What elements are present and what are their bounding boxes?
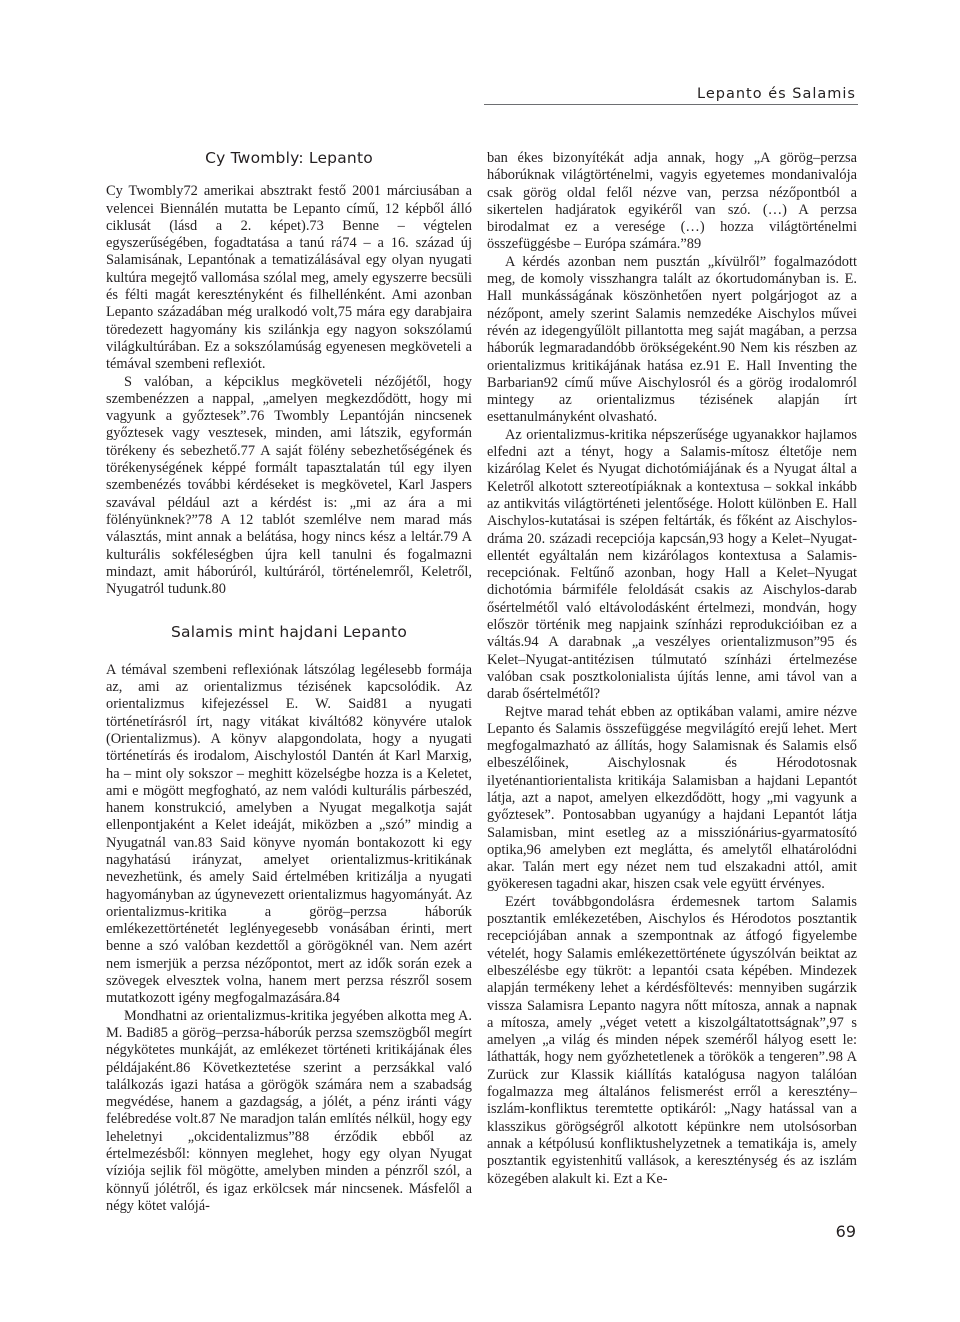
- section-title-salamis: Salamis mint hajdani Lepanto: [170, 623, 408, 642]
- paragraph: Mondhatni az orientalizmus-kritika jegyében alkotta meg A. M. Badi85 a görög–perzsa-háborúk perzsa szemszögből megírt négykötetes munkáját, az emlékezet történeti kritikájának éles példájaként.86 Következtetése szerint a perzsákkal való találkozás igazi hatása a görögök számára nem a szabadság megvédése, hanem a gazdagság, a jólét, a pénz iránti vágy felébredése volt.87 Ne maradjon talán említés nélkül, hogy egy leheletnyi „okcidentalizmus”88 érződik ebből az értelmezésből: könnyen meglehet, hogy egy olyan Nyugat víziója sejlik föl mögötte, amelyben minden a pénzről szól, a könnyű jólétről, és igaz erkölcsek már nincsenek. Másfelől a négy kötet valójá-: [106, 1007, 472, 1214]
- paragraph: Az orientalizmus-kritika népszerűsége ugyanakkor hajlamos elfedni azt a tényt, hogy a Salamis-mítosz éltetője nem kizárólag Kelet és Nyugat dichotómiájának és a Nyugat által a Keletről alkotott sztereotípiáknak a kontextusa – sokkal inkább az antikvitás világtörténeti jelentősége. Holott különben E. Hall Aischylos-kutatásai is szépen feltárták, és főként az Aischylos-dráma 20. századi recepciója kapcsán,93 hogy a Kelet–Nyugat-ellentét egyáltalán nem kizárólagos kontextusa a Salamis-recepciónak. Feltűnő azonban, hogy Hall a Kelet–Nyugat dichotómia bármiféle feloldását csakis az Aischylos-darab ősértelmétől való eltávolodásként értelmezi, mondván, hogy először történik meg napjaink színházi reprodukcióiban ez a váltás.94 A darabnak „a veszélyes orientalizmuson”95 és Kelet–Nyugat-antitézisen túlmutató színházi értelmezése valóban csak posztkolonialista újítás lenne, ami távol van a darab ősértelmétől?: [487, 426, 857, 703]
- right-column: [487, 150, 857, 1188]
- paragraph: S valóban, a képciklus megköveteli nézőjétől, hogy szembenézzen a nappal, „amelyen megkezdődött, hogy mi vagyunk a győztesek”.76 Twombly Lepantóján nincsenek győztesek vagy vesztesek, minden, ami látszik, egyformán törékeny és sebezhető.77 A saját fölény sebezhetőségének és törékenységének képpé formált tapasztalatán túl egy ilyen szembenézés további kérdéseket is megkövetel, Karl Jaspers szavával például azt a kérdést is: „mi az ára a mi fölényünknek?”78 A 12 tablót szemlélve nem marad más választás, mint annak a belátása, hogy nincs kész a leltár.79 A kulturális sokféleségben újra kell tanulni és fogalmazni mindazt, amit háborúról, kultúráról, történelemről, Keletről, Nyugatról tudunk.80: [106, 373, 472, 598]
- running-title: Lepanto és Salamis: [697, 86, 856, 102]
- paragraph: A témával szembeni reflexiónak látszólag legélesebb formája az, ami az orientalizmus tézisének kapcsolódik. Az orientalizmus kifejezéssel E. W. Said81 a nyugati történetírásról írt, nagy vitákat kiváltó82 könyvére utalok (Orientalizmus). A könyv alapgondolata, hogy a nyugati történetírás és irodalom, Aischylostól Dantén át Karl Marxig, ha – mint oly sokszor – meghitt közelségbe hozza is a Keletet, ami e mögött megfogható, az nem valódi kulturális párbeszéd, hanem konstrukció, amelyben a Nyugat megalkotja saját ellenpontjaként a Kelet ideáját, miközben a „szó” mindig a Nyugatnál van.83 Said könyve nyomán bontakozott ki egy nagyhatású irányzat, amelyet orientalizmus-kritikának nevezhetünk, és amely Said értelmében kritizálja a nyugati hagyományban az úgynevezett orientalizmus hagyományát. Az orientalizmus-kritika a görög–perzsa háborúk emlékezettörténetét leglényegesebb vonásában érinti, mert benne a szó valóban kezdettől a görögöknél van. Nem azért nem ismerjük a perzsa nézőpontot, mert az idők során ezek a szövegek elvesztek volna, hanem mert perzsa részről sosem mutatkozott igény megfogalmazására.84: [106, 661, 472, 1007]
- paragraph: Cy Twombly72 amerikai absztrakt festő 2001 márciusában a velencei Biennálén mutatta be Lepanto című, 12 képből álló ciklusát (lásd a 2. képet).73 Benne – végtelen egyszerűségében, fogadtatása a tanú rá74 – a 16. század új Salamisának, Lepantónak a tematizálásával egy olyan nyugati kultúra megejtő vallomása szólal meg, amely egyszerre becsüli és félti magát keresztényként és filhellénként. Ami azonban Lepanto századában még uralkodó volt,75 mára egy darabjaira töredezett hagyomány kis szilánkja egy nagyon sokszólamú világkultúrában. Ez a sokszólamúság egyenesen megköveteli a témával szembeni reflexiót.: [106, 183, 472, 373]
- paragraph: ban ékes bizonyítékát adja annak, hogy „A görög–perzsa háborúknak világtörténelmi, vagyis egyetemes mondanivalója csak görög oldal felől nézve van, perzsa nézőpontból a sikertelen hadjáratok egyikéről van szó. (…) A perzsa birodalmat ez a veresége (…) hozza világtörténelmi összefüggésbe – Európa számára.”89: [487, 150, 857, 253]
- left-column: [106, 150, 472, 1215]
- section-title-cy-twombly: Cy Twombly: Lepanto: [205, 149, 373, 167]
- paragraph: Rejtve marad tehát ebben az optikában valami, amire nézve Lepanto és Salamis összefüggése megvilágító erejű lehet. Mert megfogalmazható az állítás, hogy Salamisnak és Salamis első elbeszélőinek, Aischylosnak és Hérodotosnak ilyeténantiorientalista kritikája Salamisban a hajdani Lepantót látja, azt a napot, amelyen elkezdődött, hogy „mi vagyunk a győztesek”. Pontosabban ugyanúgy a hajdani Lepantót látja Salamisban, mint esetleg az a missziónárius-gyarmatosító optika,96 amelyben ezt meglátta, és amelytől elhatárolódni akar. Talán mert egy nézet nem tud elszakadni attól, amit gyökeresen tagadni akar, hiszen csak vele együtt érvényes.: [487, 703, 857, 893]
- page-number: 69: [835, 1222, 856, 1241]
- paragraph: A kérdés azonban nem pusztán „kívülről” fogalmazódott meg, de komoly visszhangra talált az ókortudományban is. E. Hall munkásságának köszönhetően nyert polgárjogot az a nézőpont, amely szerint Salamis nemzedéke Aischylos művei révén az idegengyűlölt pillantotta meg saját magában, a perzsa háborúk legmaradandóbb örökségeként.90 Nem kis részben az orientalizmus kritikájának hatása ez.91 E. Hall Inventing the Barbarian92 című műve Aischylosról és a görög irodalomról mintegy az orientalizmus tézisének alapján írt esettanulmányként olvasható.: [487, 253, 857, 426]
- header-rule: [484, 104, 858, 105]
- paragraph: Ezért továbbgondolásra érdemesnek tartom Salamis posztantik emlékezetében, Aischylos és Hérodotos posztantik recepciójában annak a szempontnak az átfogó figyelembe vételét, hogy Salamis emlékezettörténete úgyszólván beiktat az elbeszélésbe egy tükröt: a lepantói csata képében. Mindezek alapján termékeny lehet a kérdésföltevés: mennyiben sugárzik vissza Salamisra Lepanto nagyra nőtt mítosza, annak a napnak a mítosza, amely „véget vetett a kiszolgáltatottságnak”,97 s amelyen „a világ és minden népek szeméről hályog esett le: láthatták, hogy nem győzhetetlenek a törökök a tengeren”.98 A Zurück zur Klassik kiállítás katalógusa nagyon találóan fogalmazza meg általános felismerést erről a keresztény–iszlám-konfliktus teremtette optikáról: „Nagy hatással van a klasszikus görögségről alkotott képünkre nem utolsósorban annak a kétpólusú konfliktushelyzetnek a tematikája is, amely posztantik egyistenhitű vallások, a kereszténység és az iszlám közegében alakult ki. Ezt a Ke-: [487, 893, 857, 1187]
